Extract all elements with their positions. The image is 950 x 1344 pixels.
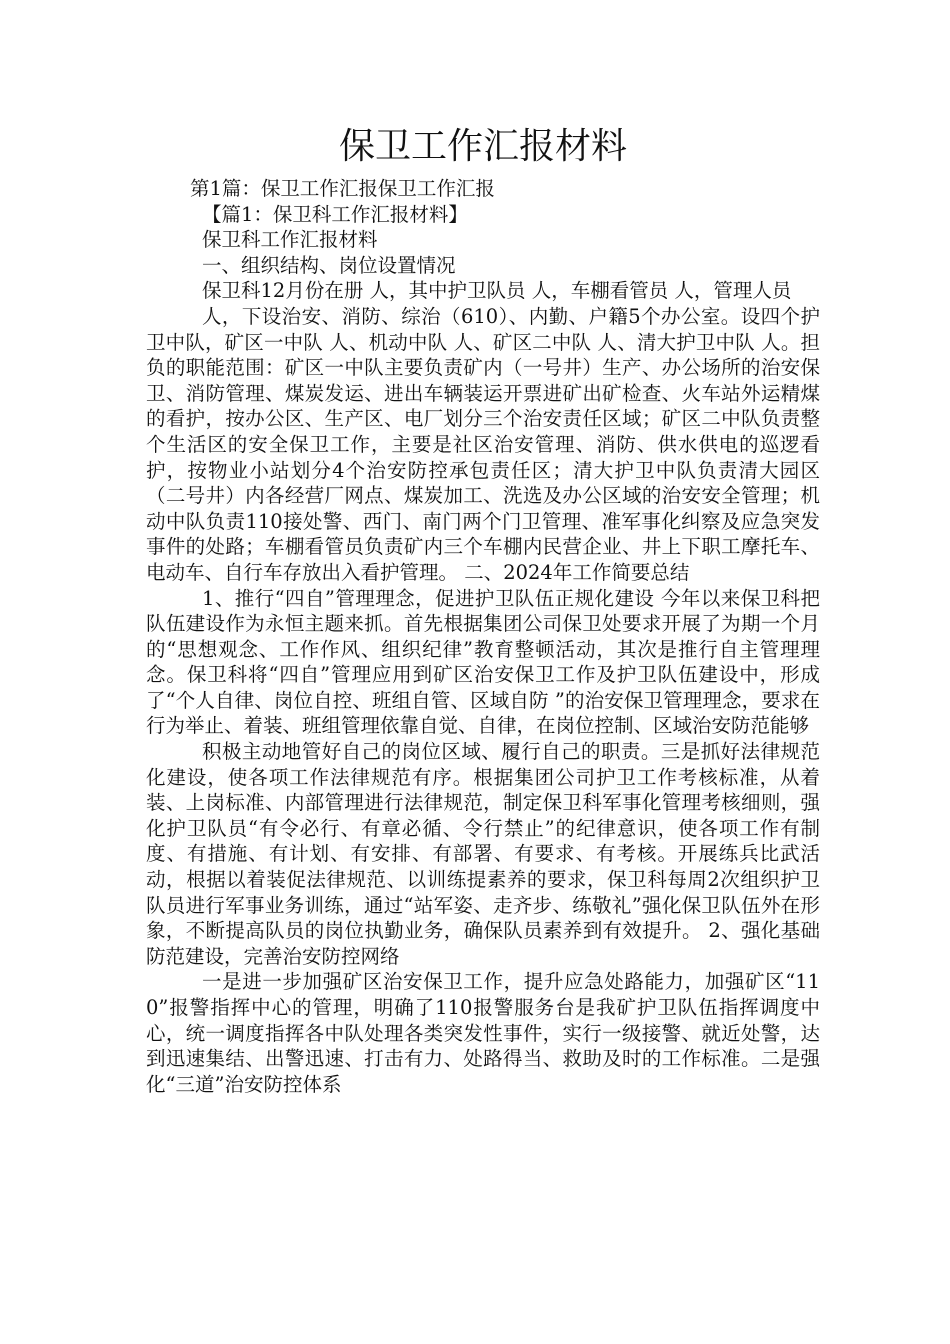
paragraph-3: 1、推行“四自”管理理念，促进护卫队伍正规化建设 今年以来保卫科把队伍建设作为永恒主题来抓。首先根据集团公司保卫处要求开展了为期一个月的“思想观念、工作作风、组织纪律”教育整顿活动，其次是推行自主管理理念。保卫科将“四自”管理应用到矿区治安保卫工作及护卫队伍建设中，形成了“个人自律、岗位自控、班组自管、区域自防 ”的治安保卫管理理念，要求在行为举止、着装、班组管理依靠自觉、自律，在岗位控制、区域治安防范能够 — [146, 586, 820, 738]
paragraph-1: 保卫科12月份在册 人，其中护卫队员 人，车棚看管员 人，管理人员 — [202, 279, 792, 303]
paragraph-5: 一是进一步加强矿区治安保卫工作，提升应急处路能力，加强矿区“110”报警指挥中心的管理，明确了110报警服务台是我矿护卫队伍指挥调度中心，统一调度指挥各中队处理各类突发性事件，实行一级接警、就近处警，达到迅速集结、出警迅速、打击有力、处路得当、救助及时的工作标准。二是强化“三道”治安防控体系 — [146, 970, 820, 1096]
paragraph-4: 积极主动地管好自己的岗位区域、履行自己的职责。三是抓好法律规范化建设，使各项工作法律规范有序。根据集团公司护卫工作考核标准，从着装、上岗标准、内部管理进行法律规范，制定保卫科军事化管理考核细则，强化护卫队员“有令必行、有章必循、令行禁止”的纪律意识，使各项工作有制度、有措施、有计划、有安排、有部署、有要求、有考核。开展练兵比武活动，根据以着装促法律规范、以训练提素养的要求，保卫科每周2次组织护卫队员进行军事业务训练，通过“站军姿、走齐步、练敬礼”强化保卫队伍外在形象，不断提高队员的岗位执勤业务，确保队员素养到有效提升。 2、强化基础防范建设，完善治安防控网络 — [146, 740, 820, 968]
document-title: 保卫工作汇报材料 — [338, 126, 627, 167]
subtitle-heading: 【篇1：保卫科工作汇报材料】 — [202, 202, 468, 226]
paragraph-2: 人，下设治安、消防、综治（610）、内勤、户籍5个办公室。设四个护卫中队，矿区一中队 人、机动中队 人、矿区二中队 人、清大护卫中队 人。担负的职能范围：矿区一中队主要负责矿内（一号井）生产、办公场所的治安保卫、消防管理、煤炭发运、进出车辆装运开票进矿出矿检查、火车站外运精煤的看护，按办公区、生产区、电厂划分三个治安责任区域；矿区二中队负责整个生活区的安全保卫工作，主要是社区治安管理、消防、供水供电的巡逻看护，按物业小站划分4个治安防控承包责任区；清大护卫中队负责清大园区（二号井）内各经营厂网点、煤炭加工、洗选及办公区域的治安安全管理；机动中队负责110接处警、西门、南门两个门卫管理、准军事化纠察及应急突发事件的处路；车棚看管员负责矿内三个车棚内民营企业、井上下职工摩托车、电动车、自行车存放出入看护管理。 二、2024年工作简要总结 — [146, 304, 820, 584]
doc-name: 保卫科工作汇报材料 — [202, 228, 378, 252]
chapter-heading: 第1篇：保卫工作汇报保卫工作汇报 — [190, 177, 495, 200]
section-heading: 一、组织结构、岗位设置情况 — [202, 253, 456, 277]
